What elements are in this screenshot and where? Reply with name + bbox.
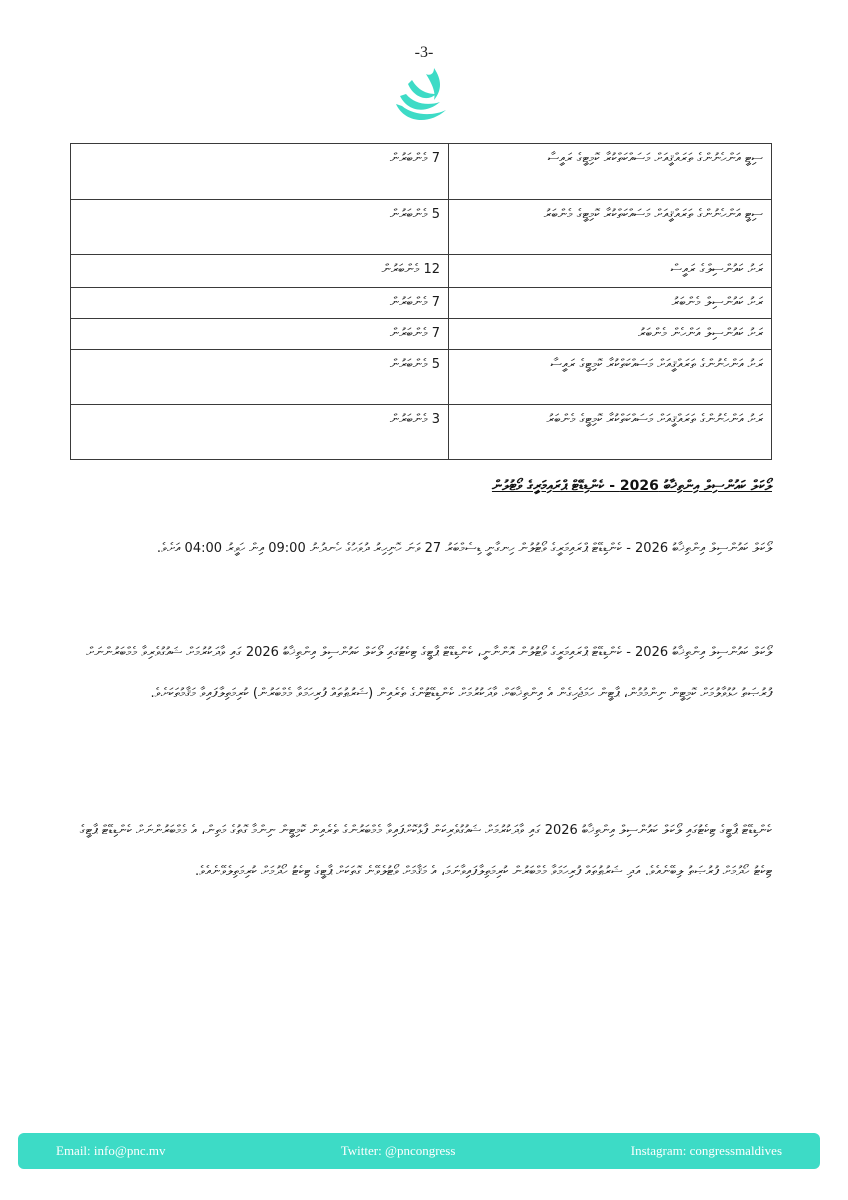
member-count-cell: 7 މެންބަރުން	[71, 288, 449, 319]
member-count-cell: 7 މެންބަރުން	[71, 319, 449, 350]
position-cell: ސިޓީ އަންހެނުންގެ ތަރައްޤީއަށް މަސައްކަތްކުރާ ކޮމިޓީގެ މެންބަރު	[449, 200, 772, 255]
position-cell: ރަށު ކައުންސިލްގެ ރައީސް	[449, 255, 772, 288]
section-heading: ލޯކަލް ކައުންސިލް އިންތިޚާބު 2026 - ކެންޑިޑޭޓް ޕްރައިމަރީގެ ވޯޓުލުން	[491, 478, 772, 494]
position-cell: ސިޓީ އަންހެނުންގެ ތަރައްޤީއަށް މަސައްކަތްކުރާ ކޮމިޓީގެ ރައީސާ	[449, 144, 772, 200]
member-count-cell: 3 މެންބަރުން	[71, 405, 449, 460]
member-count-cell: 12 މެންބަރުން	[71, 255, 449, 288]
footer-instagram[interactable]: Instagram: congressmaldives	[630, 1143, 782, 1158]
table-row	[71, 350, 772, 405]
party-logo	[386, 66, 462, 128]
table-row	[71, 405, 772, 460]
table-row	[71, 255, 772, 288]
table-row	[71, 319, 772, 350]
paragraph: ލޯކަލް ކައުންސިލް އިންތިޚާބު 2026 - ކެންޑިޑޭޓް ޕްރައިމަރީގެ ވޯޓުލުން އޮންނާނީ، ކެންޑިޑޭޓް ޕާޓީގެ ޓިކެޓުގައި ލޯކަލް ކައުންސިލް އިންތިޚާބު 2026 ގައި ވާދަކުރުމަށް ޝައުގުވެރިވާ މެމްބަރުންނަށް ފުރުޞަތު ހުޅުވާލުމަށް ކޮމިޓީން ނިންމުމުން، ޕާޓީން ހަމަޖެހިގެން އެ އިންތިޚާބަށް ވާދަކުރުމަށް ކެންޑިޑޭޓުންގެ ތެރެއިން (ޝަރުޠުތައް ފުރިހަމަވާ މެމްބަރުން) ކުރިމަތިލާފައިވާ މަޤާމުތަކަށެވެ.	[86, 645, 772, 701]
table-row	[71, 200, 772, 255]
positions-table	[70, 143, 772, 460]
position-cell: ރަށު އަންހެނުންގެ ތަރައްޤީއަށް މަސައްކަތްކުރާ ކޮމިޓީގެ މެންބަރު	[449, 405, 772, 460]
page-number: -3-	[414, 44, 434, 61]
paragraph: ލޯކަލް ކައުންސިލް އިންތިޚާބު 2026 - ކެންޑިޑޭޓް ޕްރައިމަރީގެ ވޯޓުލުން ހިނގާނީ ޑިސެމްބަރު 27 ވަނަ ހޮނިހިރު ދުވަހުގެ ހެނދުނު 09:00 އިން ހަވީރު 04:00 އަށެވެ.	[156, 541, 772, 556]
position-cell: ރަށު ކައުންސިލް އަންހެން މެންބަރު	[449, 319, 772, 350]
position-cell: ރަށު އަންހެނުންގެ ތަރައްޤީއަށް މަސައްކަތްކުރާ ކޮމިޓީގެ ރައީސާ	[449, 350, 772, 405]
paragraph: ކެންޑިޑޭޓް ޕާޓީގެ ޓިކެޓުގައި ލޯކަލް ކައުންސިލް އިންތިޚާބު 2026 ގައި ވާދަކުރުމަށް ޝައުގުވެރިކަން ފާޅުކޮށްފައިވާ މެމްބަރުންގެ ތެރެއިން ކޮމިޓީން ނިންމާ ގޮތުގެ މަތިން، އެ މެމްބަރުންނަށް ކެންޑިޑޭޓް ޕާޓީގެ ޓިކެޓު ހޯދުމަށް ފުރުޞަތު ލިބޭނެއެވެ. އަދި ޝަރުޠުތައް ފުރިހަމަވާ މެމްބަރުން ކުރިމަތިލާފައިވާނަމަ، އެ މަޤާމަށް ވޯޓުލެވޭނެ ގޮތަކަށް ޕާޓީގެ ޓިކެޓު ހޯދުމަށް ކުރިމަތިލެވޭނެއެވެ.	[79, 823, 772, 879]
member-count-cell: 5 މެންބަރުން	[71, 200, 449, 255]
table-row	[71, 288, 772, 319]
table-row	[71, 144, 772, 200]
footer-email[interactable]: Email: info@pnc.mv	[56, 1143, 166, 1158]
member-count-cell: 7 މެންބަރުން	[71, 144, 449, 200]
contact-footer	[18, 1133, 820, 1169]
member-count-cell: 5 މެންބަރުން	[71, 350, 449, 405]
footer-twitter[interactable]: Twitter: @pncongress	[340, 1143, 456, 1158]
position-cell: ރަށު ކައުންސިލް މެންބަރު	[449, 288, 772, 319]
